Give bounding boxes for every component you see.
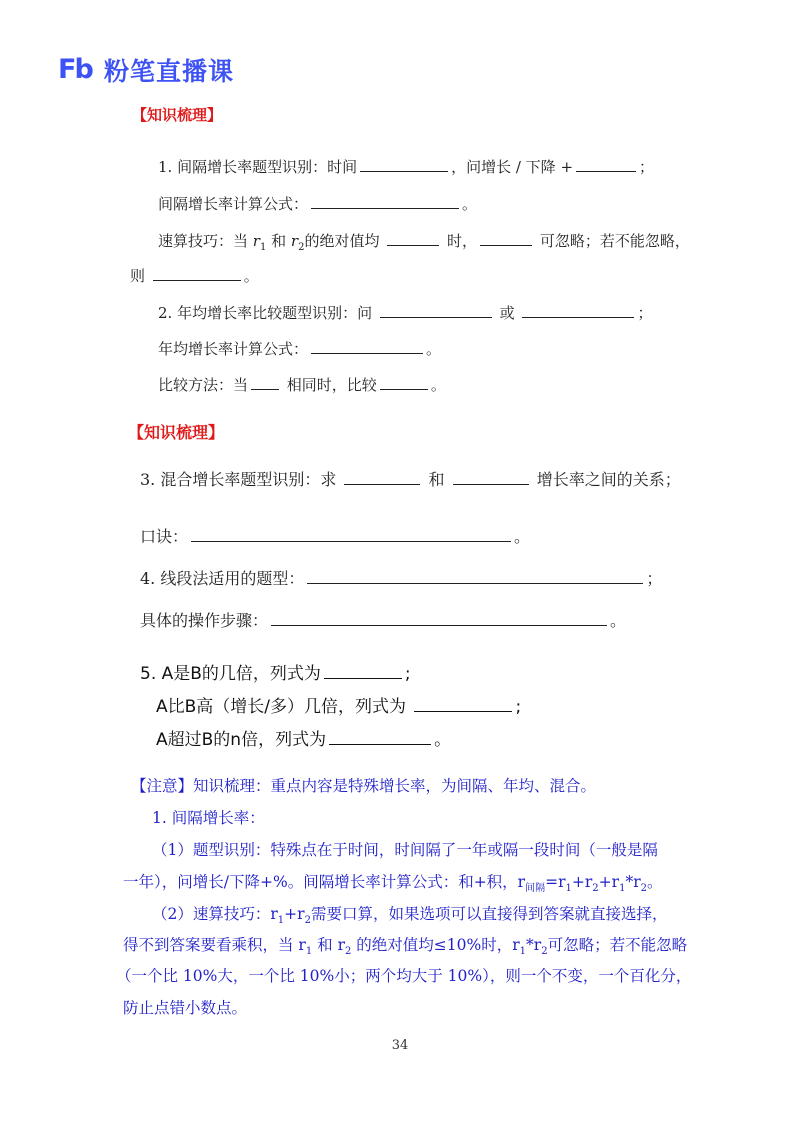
- brand-logo-icon: Fb: [58, 54, 92, 85]
- section2-line2: 口诀： 。: [140, 527, 531, 546]
- blank-field: [311, 352, 423, 354]
- section3-line1: 5. A是B的几倍，列式为 ;: [140, 664, 411, 684]
- blank-field: [344, 483, 420, 485]
- blank-field: [191, 540, 511, 542]
- brand-name: 粉笔直播课: [104, 57, 235, 86]
- section2-line3: 4. 线段法适用的题型： ；: [140, 569, 663, 588]
- blank-field: [414, 710, 512, 712]
- section1-line2: 间隔增长率计算公式： 。: [158, 195, 478, 213]
- note-line8: 防止点错小数点。: [123, 999, 248, 1017]
- section1-line4: 则 。: [130, 267, 259, 285]
- blank-field: [311, 207, 459, 209]
- section1-line3: 速算技巧：当 $r_1$ 和 $r_2$的绝对值均 时， 可忽略；若不能忽略，: [158, 232, 690, 253]
- note-line4: 一年），问增长/下降+%。间隔增长率计算公式：和+积，$r_{间隔}=r_1+r_2+r_1*r_2$。: [123, 873, 663, 895]
- blank-field: [251, 388, 279, 390]
- section3-line3: A超过B的n倍，列式为 。: [156, 730, 452, 750]
- blank-field: [153, 279, 241, 281]
- blank-field: [380, 316, 492, 318]
- blank-field: [360, 170, 448, 172]
- note-line3: （1）题型识别：特殊点在于时间，时间隔了一年或隔一段时间（一般是隔: [152, 841, 658, 859]
- note-line2: 1. 间隔增长率：: [152, 809, 265, 827]
- section1-line5: 2. 年均增长率比较题型识别：问 或 ；: [158, 304, 653, 322]
- section2-title: 【知识梳理】: [128, 423, 225, 442]
- note-line1: 【注意】知识梳理：重点内容是特殊增长率，为间隔、年均、混合。: [131, 777, 597, 795]
- section3-line2: A比B高（增长/多）几倍，列式为 ;: [156, 697, 522, 717]
- note-line5: （2）速算技巧：$r_1+r_2$需要口算，如果选项可以直接得到答案就直接选择，: [152, 905, 668, 927]
- section1-line6: 年均增长率计算公式： 。: [158, 340, 442, 358]
- blank-field: [480, 244, 532, 246]
- blank-field: [576, 170, 636, 172]
- section2-line4: 具体的操作步骤： 。: [140, 611, 627, 630]
- section2-line1: 3. 混合增长率题型识别：求 和 增长率之间的关系；: [140, 470, 681, 489]
- section1-line7: 比较方法：当 相同时，比较 。: [158, 376, 446, 394]
- page-number: 34: [391, 1038, 409, 1053]
- note-line6: 得不到答案要看乘积，当 $r_1$ 和 $r_2$ 的绝对值均≤10%时，$r_1*r_2$可忽略；若不能忽略: [123, 936, 688, 958]
- blank-field: [271, 624, 607, 626]
- blank-field: [522, 316, 634, 318]
- section1-title: 【知识梳理】: [132, 106, 223, 124]
- blank-field: [329, 743, 431, 745]
- section1-line1: 1. 间隔增长率题型识别：时间 ，问增长 / 下降 + ；: [158, 158, 655, 176]
- blank-field: [387, 244, 439, 246]
- blank-field: [307, 582, 643, 584]
- blank-field: [453, 483, 529, 485]
- blank-field: [324, 677, 402, 679]
- blank-field: [380, 388, 428, 390]
- note-line7: （一个比 10%大，一个比 10%小；两个均大于 10%），则一个不变，一个百化分，: [116, 967, 692, 985]
